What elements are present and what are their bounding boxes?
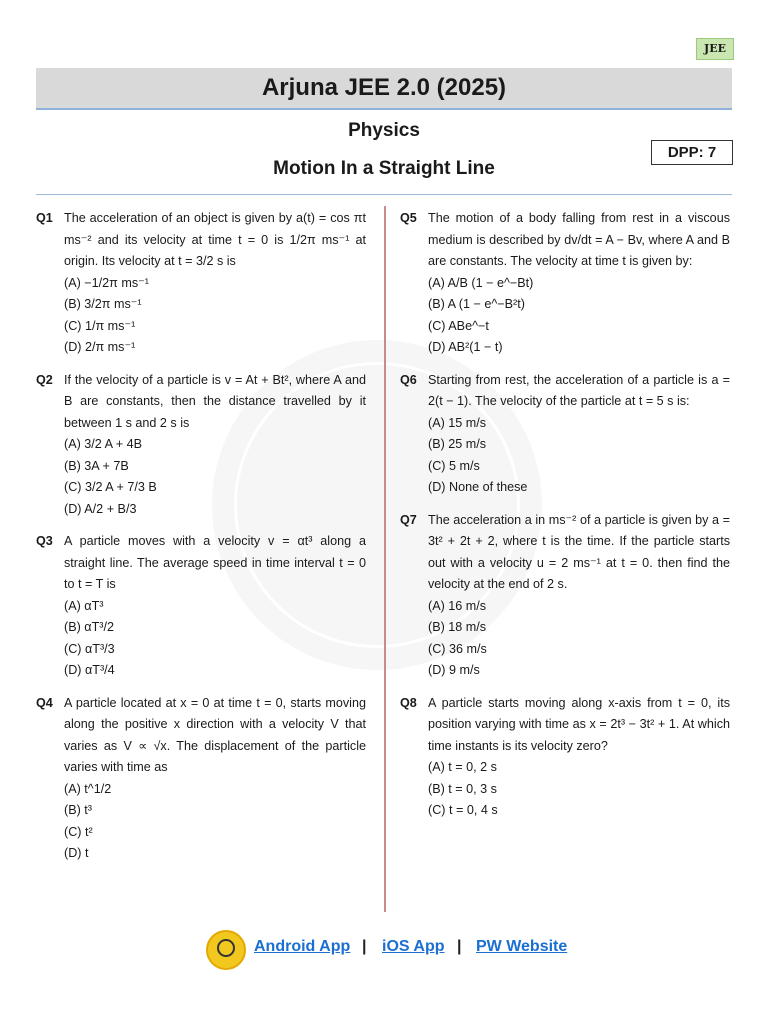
option-c: (C) t = 0, 4 s [428, 803, 498, 817]
ios-app-link[interactable]: iOS App [382, 938, 445, 955]
option-a: (A) t = 0, 2 s [428, 760, 497, 774]
question-number: Q3 [36, 534, 53, 548]
question-number: Q8 [400, 695, 417, 710]
footer-separator: | [362, 938, 367, 955]
question-number: Q1 [36, 211, 53, 225]
option-c: (C) ABe^−t [428, 318, 489, 333]
chapter-heading: Motion In a Straight Line [273, 158, 495, 179]
option-d: (D) t [64, 846, 89, 860]
option-d: (D) AB²(1 − t) [428, 340, 503, 354]
option-b: (B) t³ [64, 803, 92, 817]
option-a: (A) 3/2 A + 4B [64, 437, 143, 451]
question-q8 [400, 693, 730, 822]
question-q4 [36, 693, 366, 865]
option-d: (D) 2/π ms⁻¹ [64, 340, 136, 354]
right-column [400, 208, 730, 833]
question-stem: The acceleration of an object is given by a(t) = cos πt ms⁻² and its velocity at time t = 0 is 1/2π ms⁻¹ at origin. Its velocity at t = 3/2 s is [64, 211, 366, 268]
customer-service-logo-icon [206, 930, 246, 970]
question-q2 [36, 370, 366, 521]
option-b: (B) αT³/2 [64, 620, 114, 634]
question-q3 [36, 531, 366, 682]
header-divider [36, 194, 732, 195]
option-d: (D) 9 m/s [428, 663, 480, 677]
option-c: (C) αT³/3 [64, 641, 115, 656]
page-title: Arjuna JEE 2.0 (2025) [36, 68, 732, 110]
question-number: Q7 [400, 512, 417, 527]
question-number: Q4 [36, 695, 53, 710]
option-a: (A) −1/2π ms⁻¹ [64, 275, 149, 290]
option-c: (C) 1/π ms⁻¹ [64, 318, 136, 333]
option-a: (A) αT³ [64, 598, 104, 613]
android-app-link[interactable]: Android App [254, 938, 351, 955]
question-stem: The acceleration a in ms⁻² of a particle is given by a = 3t² + 2t + 2, where t is the time. If the particle starts out with a velocity u = 2 ms⁻¹ at t = 0. then find the velocity at the end of 2 s. [428, 512, 730, 591]
option-b: (B) A (1 − e^−B²t) [428, 297, 525, 311]
option-c: (C) 36 m/s [428, 641, 487, 656]
question-number: Q5 [400, 211, 417, 225]
option-a: (A) 15 m/s [428, 415, 487, 430]
option-d: (D) A/2 + B/3 [64, 501, 137, 516]
footer-separator: | [457, 938, 462, 955]
left-column [36, 208, 366, 876]
question-q6 [400, 370, 730, 499]
question-number: Q2 [36, 372, 53, 387]
option-c: (C) 3/2 A + 7/3 B [64, 480, 157, 494]
option-c: (C) t² [64, 824, 93, 839]
option-d: (D) αT³/4 [64, 663, 115, 677]
footer [0, 930, 768, 970]
question-stem: A particle starts moving along x-axis from t = 0, its position varying with time as x = 2t³ − 3t² + 1. At which time instants is its velocity zero? [428, 695, 730, 753]
question-number: Q6 [400, 372, 417, 387]
question-q7 [400, 510, 730, 682]
question-stem: A particle moves with a velocity v = αt³ along a straight line. The average speed in time interval t = 0 to t = T is [64, 534, 366, 591]
exam-tag: JEE [696, 38, 734, 60]
question-stem: A particle located at x = 0 at time t = 0, starts moving along the positive x direction with a velocity V that varies as V ∝ √x. The displacement of the particle varies with time as [64, 695, 366, 774]
option-b: (B) 3A + 7B [64, 458, 129, 473]
question-stem: The motion of a body falling from rest in a viscous medium is described by dv/dt = A − Bv, where A and B are constants. The velocity at time t is given by: [428, 211, 730, 268]
option-b: (B) 18 m/s [428, 620, 487, 634]
pw-website-link[interactable]: PW Website [476, 938, 568, 955]
option-b: (B) t = 0, 3 s [428, 781, 497, 796]
question-stem: If the velocity of a particle is v = At + Bt², where A and B are constants, then the distance travelled by it between 1 s and 2 s is [64, 372, 366, 430]
option-b: (B) 3/2π ms⁻¹ [64, 297, 142, 311]
column-divider [384, 206, 386, 912]
option-a: (A) 16 m/s [428, 598, 487, 613]
option-d: (D) None of these [428, 480, 528, 494]
question-q5 [400, 208, 730, 359]
question-stem: Starting from rest, the acceleration of a particle is a = 2(t − 1). The velocity of the particle at t = 5 s is: [428, 372, 730, 408]
option-a: (A) A/B (1 − e^−Bt) [428, 275, 534, 290]
subject-heading: Physics [348, 120, 420, 141]
option-a: (A) t^1/2 [64, 781, 112, 796]
option-b: (B) 25 m/s [428, 437, 487, 451]
dpp-badge: DPP: 7 [651, 140, 733, 165]
option-c: (C) 5 m/s [428, 458, 480, 473]
question-q1 [36, 208, 366, 359]
